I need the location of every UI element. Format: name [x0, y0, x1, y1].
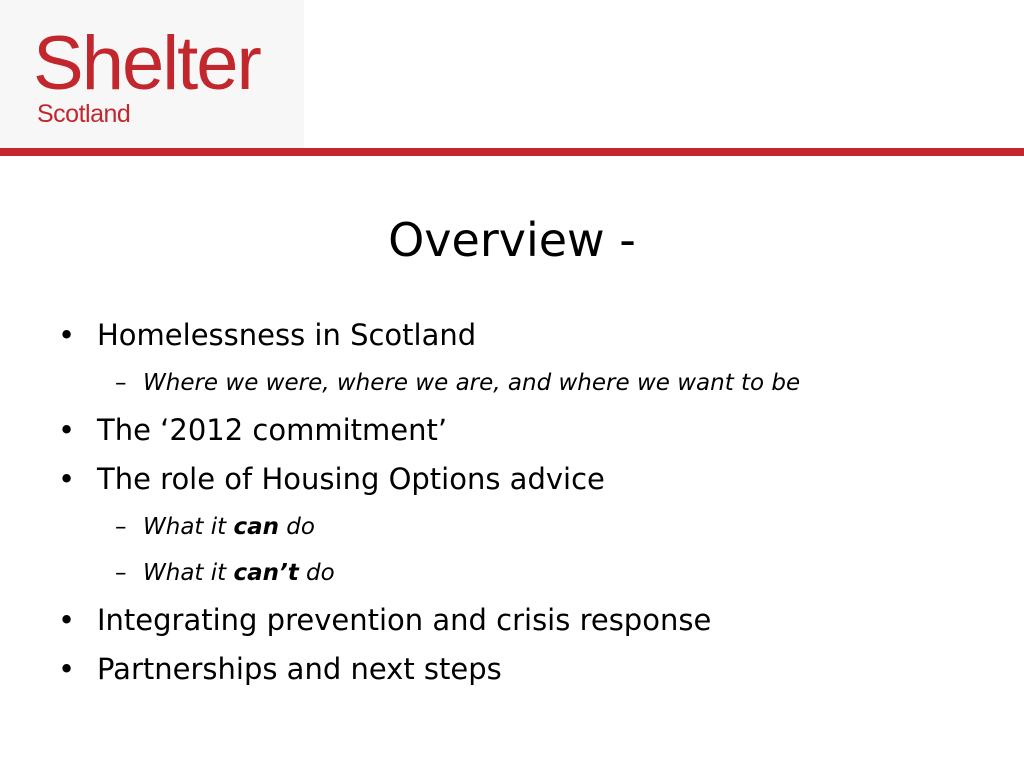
- bullet-text: Integrating prevention and crisis response: [97, 603, 712, 637]
- bullet-text: Homelessness in Scotland: [97, 318, 477, 352]
- sub-bullet-text: Where we were, where we are, and where we want to be: [143, 370, 801, 396]
- bullet-item: [58, 651, 998, 687]
- bullet-item: [58, 412, 998, 448]
- sub-bullet-item: [58, 557, 998, 589]
- bullet-text: The role of Housing Options advice: [97, 462, 605, 496]
- sub-bullet-emphasis: can: [233, 514, 279, 540]
- bullet-icon: •: [58, 462, 76, 496]
- shelter-scotland-logo: [0, 0, 304, 150]
- bullet-icon: •: [58, 603, 76, 637]
- sub-bullet-emphasis: can’t: [233, 560, 299, 586]
- bullet-icon: •: [58, 413, 76, 447]
- bullet-text: Partnerships and next steps: [97, 652, 502, 686]
- sub-bullet-text-post: do: [279, 514, 315, 540]
- logo-wordmark: Shelter: [33, 21, 260, 106]
- bullet-item: [58, 317, 998, 353]
- bullet-item: [58, 602, 998, 638]
- slide-title: Overview -: [388, 213, 636, 267]
- sub-bullet-text-post: do: [298, 560, 335, 586]
- sub-bullet-item: [58, 367, 998, 399]
- bullet-icon: •: [58, 652, 76, 686]
- dash-icon: –: [115, 370, 127, 396]
- dash-icon: –: [115, 514, 127, 540]
- sub-bullet-item: [58, 511, 998, 543]
- sub-bullet-text-pre: What it: [143, 560, 234, 586]
- dash-icon: –: [115, 560, 127, 586]
- bullet-text: The ‘2012 commitment’: [97, 413, 448, 447]
- bullet-list: [58, 314, 998, 687]
- logo-subtitle: Scotland: [37, 100, 131, 128]
- bullet-item: [58, 461, 998, 497]
- header-divider: [0, 148, 1024, 156]
- sub-bullet-text-pre: What it: [143, 514, 234, 540]
- bullet-icon: •: [58, 318, 76, 352]
